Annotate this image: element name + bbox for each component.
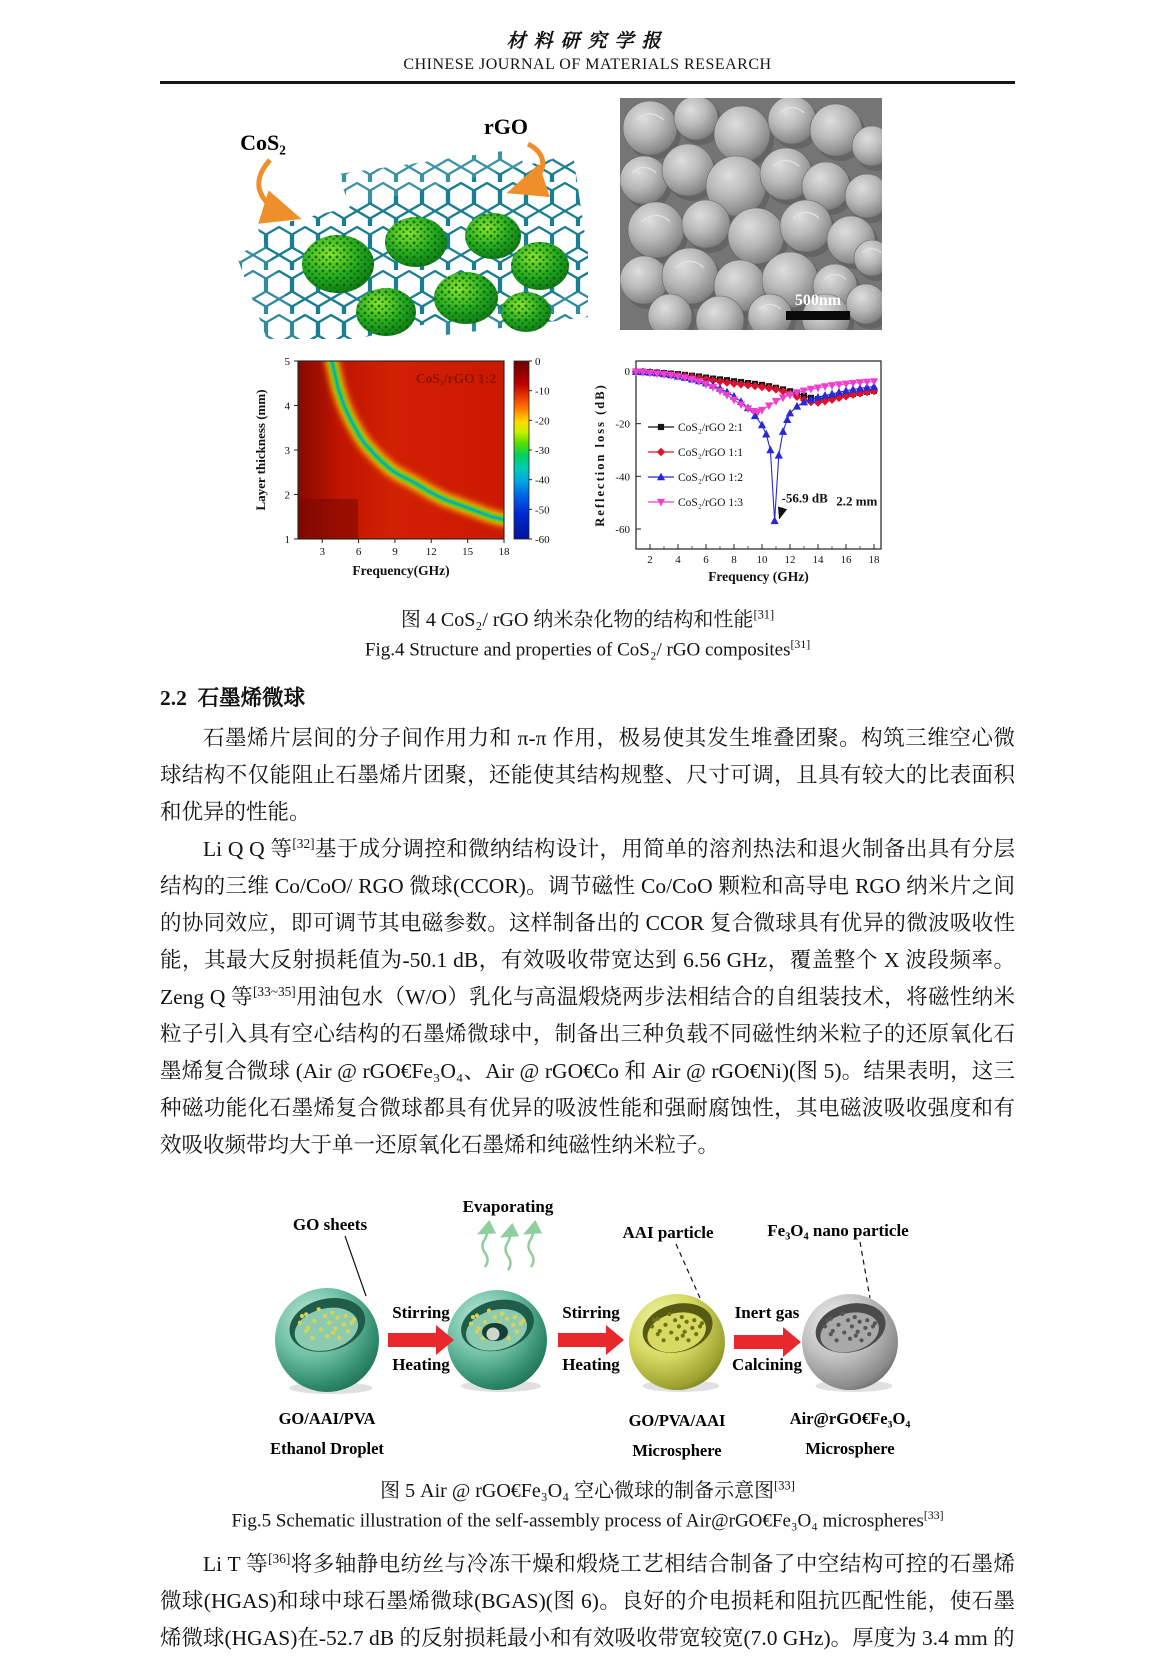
go-sheets-label: GO sheets (292, 1214, 368, 1234)
figure4-reflection-loss-chart (590, 353, 890, 593)
figure4-schematic-panel (188, 94, 588, 339)
svg-text:15: 15 (462, 546, 474, 558)
sphere4-name: Air@rGO€Fe₃O₄ (789, 1408, 911, 1428)
svg-text:12: 12 (784, 554, 796, 566)
svg-text:-60: -60 (535, 534, 550, 546)
sphere3-name: GO/PVA/AAI (628, 1410, 726, 1430)
svg-text:-40: -40 (535, 474, 550, 487)
svg-text:9: 9 (392, 546, 398, 558)
svg-text:-50: -50 (535, 504, 550, 517)
svg-text:-20: -20 (535, 415, 550, 428)
svg-text:2: 2 (647, 554, 653, 566)
svg-text:2: 2 (284, 489, 290, 502)
svg-text:16: 16 (840, 554, 852, 566)
header-rule (160, 81, 1015, 84)
rl-y-title: Reflection loss (dB) (593, 383, 607, 527)
journal-title-en: CHINESE JOURNAL OF MATERIALS RESEARCH (403, 56, 772, 73)
sem-scale-bar (786, 311, 850, 320)
step1-top-label: Stirring (392, 1302, 450, 1322)
step3-bottom-label: Calcining (732, 1354, 802, 1374)
svg-text:18: 18 (868, 554, 880, 566)
figure4-caption-en-text: Fig.4 Structure and properties of CoS₂/ rGO composites (364, 639, 791, 661)
svg-text:0: 0 (624, 366, 630, 378)
figure-4-top-row (188, 94, 1015, 339)
svg-text:12: 12 (425, 546, 437, 558)
process-arrow-3 (734, 1327, 801, 1357)
svg-text:6: 6 (355, 546, 362, 558)
annotation-min-value: -56.9 dB (781, 490, 828, 506)
section-number: 2.2 (160, 686, 187, 711)
svg-text:10: 10 (756, 554, 768, 566)
microsphere-3 (629, 1294, 725, 1392)
process-arrow-1 (388, 1325, 454, 1355)
sphere1-type: Ethanol Droplet (270, 1438, 384, 1458)
rl-x-title: Frequency (GHz) (708, 569, 809, 584)
svg-text:18: 18 (498, 546, 510, 558)
legend-label: CoS₂/rGO 1:2 (678, 472, 744, 484)
plot-border (636, 361, 881, 549)
heatmap-y-title: Layer thickness (mm) (253, 389, 268, 511)
evaporating-arrows (483, 1230, 534, 1270)
svg-text:-40: -40 (615, 471, 630, 484)
figure5-caption-zh (160, 1474, 1015, 1503)
go-sheets-pointer (345, 1236, 366, 1296)
sphere4-type: Microsphere (805, 1438, 895, 1458)
microsphere-2 (447, 1290, 547, 1392)
svg-text:4: 4 (675, 554, 681, 566)
svg-text:8: 8 (731, 554, 737, 566)
legend-label: CoS₂/rGO 1:3 (678, 497, 744, 509)
svg-text:4: 4 (284, 400, 290, 413)
svg-text:-10: -10 (535, 385, 550, 398)
cos2-label: CoS₂ (240, 130, 286, 155)
cos2-pointer-arrow (259, 160, 292, 216)
figure4-caption-zh-ref: [31] (753, 607, 775, 622)
svg-text:-30: -30 (535, 445, 550, 457)
microsphere-1 (275, 1288, 379, 1394)
figure4-caption-en (160, 638, 1015, 661)
svg-text:1: 1 (284, 534, 290, 546)
figure5-caption-zh-ref: [33] (774, 1478, 795, 1493)
svg-text:-20: -20 (615, 418, 630, 431)
fe3o4-label: Fe₃O₄ nano particle (767, 1220, 909, 1240)
svg-text:-60: -60 (615, 524, 630, 536)
legend-label: CoS₂/rGO 2:1 (678, 422, 744, 434)
heatmap-title: CoS₂/rGO 1:2 (415, 371, 496, 386)
figure-5 (160, 1172, 1015, 1532)
aai-particle-label: AAI particle (622, 1222, 714, 1242)
sem-scale-text: 500nm (794, 292, 842, 309)
heatmap-x-title: Frequency(GHz) (352, 563, 450, 578)
heatmap-plot (253, 353, 550, 578)
step3-top-label: Inert gas (734, 1302, 800, 1322)
paragraph-2: Li Q Q 等[32]基于成分调控和微纳结构设计，用简单的溶剂热法和退火制备出具有分层结构的三维 Co/CoO/ RGO 微球(CCOR)。调节磁性 Co/CoO 颗粒和高导电 RGO 纳米片之间的协同效应，即可调节其电磁参数。这样制备出的 CCOR 复合微球具有优异的微波吸收性能，其最大反射损耗值为-50.1 dB，有效吸收带宽达到 6.56 GHz，覆盖整个 X 波段频率。Zeng Q 等[33~35]用油包水（W/O）乳化与高温煅烧两步法相结合的自组装技术，将磁性纳米粒子引入具有空心结构的石墨烯微球中，制备出三种负载不同磁性纳米粒子的还原氧化石墨烯复合微球 (Air @ rGO€Fe₃O₄、Air @ rGO€Co 和 Air @ rGO€Ni)(图 5)。结果表明，这三种磁功能化石墨烯复合微球都具有优异的吸波性能和强耐腐蚀性，其电磁波吸收强度和有效吸收频带均大于单一还原氧化石墨烯和纯磁性纳米粒子。 (160, 836, 1016, 1157)
sphere3-type: Microsphere (632, 1440, 722, 1460)
legend-label: CoS₂/rGO 1:1 (678, 447, 744, 459)
paragraph-1: 石墨烯片层间的分子间作用力和 π-π 作用，极易使其发生堆叠团聚。构筑三维空心微球结构不仅能阻止石墨烯片团聚，还能使其结构规整、尺寸可调，且具有较大的比表面积和优异的性能。 (160, 726, 1015, 825)
microsphere-4 (802, 1294, 898, 1392)
rgo-label: rGO (484, 114, 528, 139)
journal-title-zh: 材料研究学报 (506, 31, 669, 52)
figure4-heatmap-chart (252, 353, 562, 588)
figure5-caption-en-text: Fig.5 Schematic illustration of the self-assembly process of Air@rGO€Fe₃O₄ microspheres (231, 1510, 924, 1532)
figure5-caption-en (160, 1509, 1015, 1532)
evaporating-label: Evaporating (462, 1196, 554, 1216)
svg-text:14: 14 (812, 554, 824, 566)
figure-4 (160, 94, 1015, 661)
svg-text:6: 6 (703, 554, 709, 566)
paragraph-3: Li T 等[36]将多轴静电纺丝与冷冻干燥和煅烧工艺相结合制备了中空结构可控的石墨烯微球(HGAS)和球中球石墨烯微球(BGAS)(图 6)。良好的介电损耗和阻抗匹配性能，使石墨烯微球(HGAS)在-52.7 dB 的反射损耗最小和有效吸收带宽较宽(7.0 GHz)。厚度为 3.4 mm 的 (160, 1551, 1015, 1651)
svg-text:3: 3 (284, 445, 290, 457)
step2-bottom-label: Heating (562, 1354, 620, 1374)
svg-text:3: 3 (319, 546, 325, 558)
section-heading (160, 681, 1015, 712)
fe3o4-pointer (860, 1242, 870, 1298)
figure-4-bottom-row (252, 353, 1015, 593)
aai-particle-pointer (676, 1244, 700, 1298)
svg-text:0: 0 (535, 356, 541, 368)
section-title: 石墨烯微球 (197, 686, 306, 711)
figure4-caption-zh-text: 图 4 CoS₂/ rGO 纳米杂化物的结构和性能 (400, 609, 754, 631)
figure5-process-diagram (160, 1172, 1015, 1464)
process-arrow-2 (558, 1325, 624, 1355)
step1-bottom-label: Heating (392, 1354, 450, 1374)
figure4-caption-zh (160, 603, 1015, 632)
figure4-sem-image (620, 98, 882, 330)
sphere1-name: GO/AAI/PVA (278, 1408, 376, 1428)
colorbar (514, 361, 529, 539)
step2-top-label: Stirring (562, 1302, 620, 1322)
figure5-caption-en-ref: [33] (923, 1508, 944, 1522)
annotation-arrow (780, 508, 783, 518)
annotation-thickness: 2.2 mm (836, 493, 878, 509)
figure5-caption-zh-text: 图 5 Air @ rGO€Fe₃O₄ 空心微球的制备示意图 (380, 1479, 775, 1502)
svg-text:5: 5 (284, 356, 290, 368)
figure4-caption-en-ref: [31] (790, 638, 811, 651)
legend (648, 422, 743, 509)
